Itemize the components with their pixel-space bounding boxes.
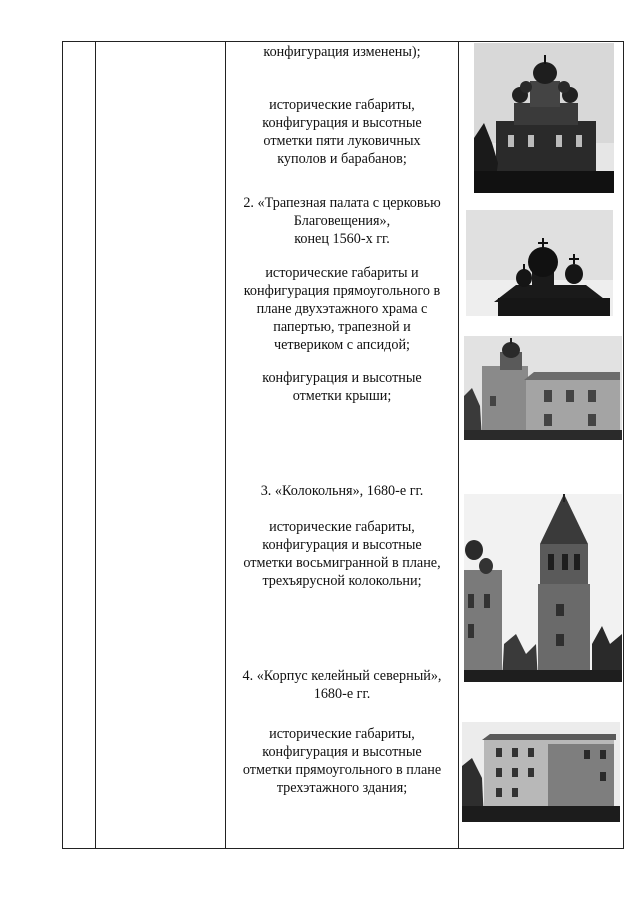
text-line: четвериком с апсидой;: [273, 337, 411, 353]
text-line: исторические габариты,: [269, 97, 415, 113]
refectory-building-photo: [464, 336, 622, 440]
text-line: отметки пяти луковичных: [263, 133, 421, 149]
north-cell-building-photo: [462, 722, 620, 822]
table-bottom-rule: [62, 848, 624, 849]
refectory-church-silhouette-photo: [466, 210, 613, 316]
text-line: 2. «Трапезная палата с церковью: [243, 195, 441, 211]
text-line: отметки восьмигранной в плане,: [243, 555, 441, 571]
text-line: папертью, трапезной и: [273, 319, 411, 335]
text-line: трехъярусной колокольни;: [262, 573, 422, 589]
table-left-border: [62, 41, 63, 849]
text-block-1: [226, 43, 458, 61]
text-line: конфигурация и высотные: [262, 537, 422, 553]
text-block-4: [226, 264, 458, 354]
text-line: отметки прямоугольного в плане: [242, 762, 442, 778]
text-line: конфигурация прямоугольного в: [243, 283, 441, 299]
text-line: конфигурация и высотные: [262, 744, 422, 760]
item-2-heading: [226, 194, 458, 248]
text-line: 3. «Колокольня», 1680-е гг.: [260, 483, 424, 499]
table-top-rule: [62, 41, 624, 42]
text-line: исторические габариты,: [269, 519, 415, 535]
text-line: конфигурация и высотные: [262, 115, 422, 131]
text-block-7: [226, 518, 458, 590]
text-line: 1680-е гг.: [313, 686, 371, 702]
item-3-heading: [226, 482, 458, 500]
text-line: трехэтажного здания;: [276, 780, 408, 796]
text-line: исторические габариты и: [265, 265, 419, 281]
text-line: Благовещения»,: [293, 213, 391, 229]
church-five-domes-photo: [474, 43, 614, 193]
text-line: конец 1560-х гг.: [294, 231, 390, 247]
column-divider-3: [458, 41, 459, 849]
text-line: конфигурация и высотные: [262, 370, 422, 386]
table-right-border: [623, 41, 624, 849]
text-line: отметки крыши;: [292, 388, 392, 404]
text-block-9: [226, 725, 458, 797]
text-block-5: [226, 369, 458, 405]
text-line: конфигурация изменены);: [263, 44, 421, 60]
text-block-2: [226, 96, 458, 168]
item-4-heading: [226, 667, 458, 703]
text-line: плане двухэтажного храма с: [256, 301, 428, 317]
text-line: 4. «Корпус келейный северный»,: [242, 668, 442, 684]
text-line: куполов и барабанов;: [277, 151, 407, 167]
column-divider-1: [95, 41, 96, 849]
text-line: исторические габариты,: [269, 726, 415, 742]
bell-tower-photo: [464, 494, 622, 682]
